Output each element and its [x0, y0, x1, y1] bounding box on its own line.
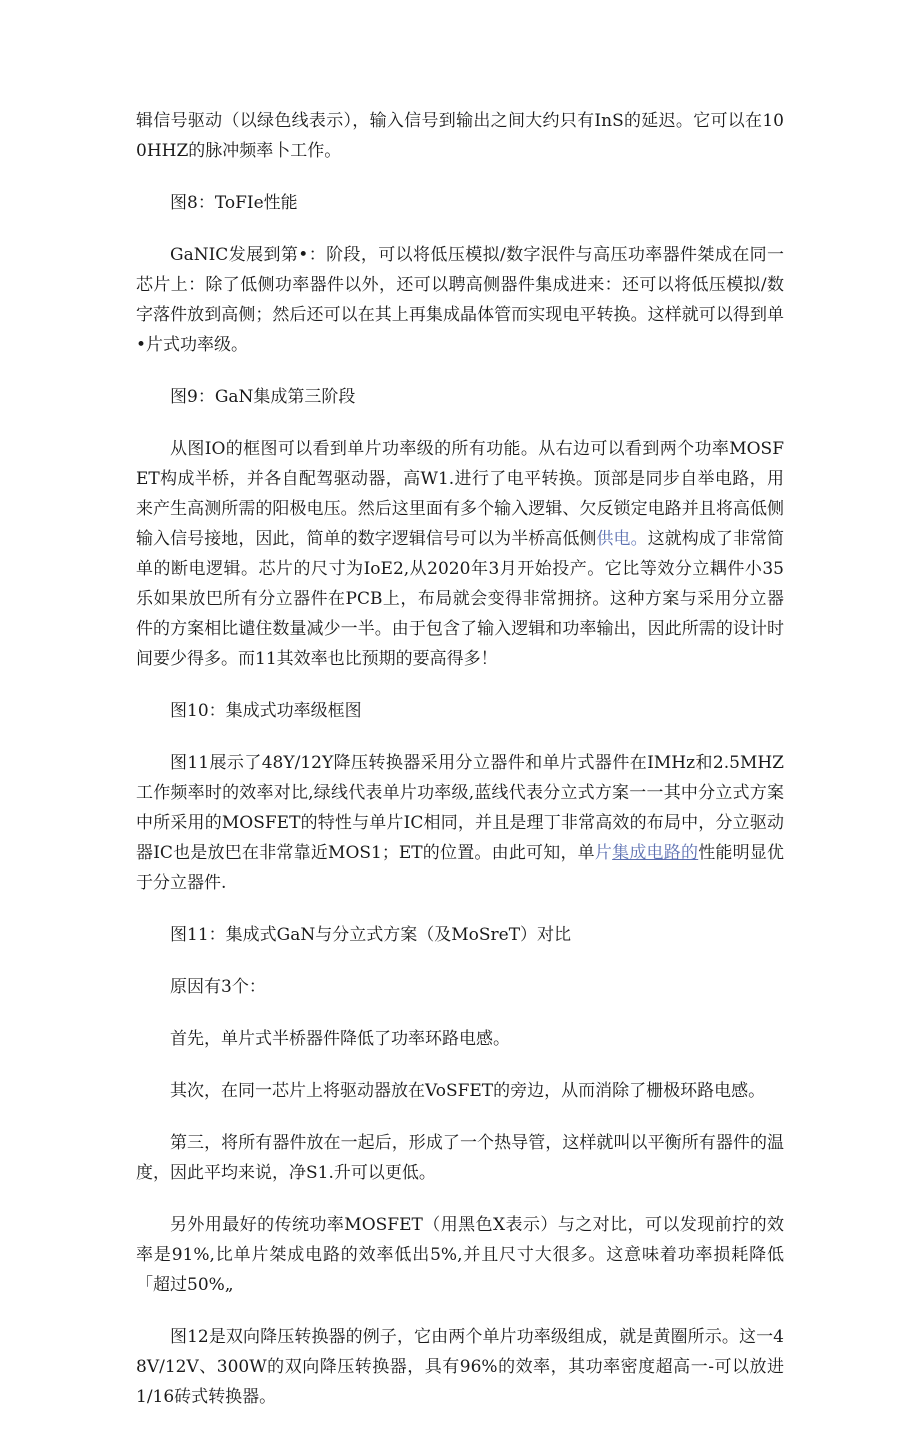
paragraph-reason-second — [136, 1076, 784, 1106]
paragraph-text: 性能明显优于分立器件. — [136, 843, 785, 893]
paragraph-text: 图12是双向降压转换器的例子，它由两个单片功率级组成，就是黄圈所示。这一48V/12V、300W的双向降压转换器，具有96%的效率，其功率密度超高一-可以放进1/16砖式转换器。 — [136, 1327, 784, 1407]
paragraph-text: GaNIC发展到第•：阶段，可以将低压模拟/数字泯件与高压功率器件桀成在同一芯片上：除了低侧功率器件以外，还可以聘高侧器件集成进来：还可以将低压模拟/数字落件放到高侧；然后还可以在其上再集成晶体管而实现电平转换。这样就可以得到单•片式功率级。 — [136, 245, 784, 355]
paragraph-text: 另外用最好的传统功率MOSFET（用黑色X表示）与之对比，可以发现前拧的效率是91%,比单片桀成电路的效率低出5%,并且尺寸大很多。这意味着功率损耗降低「超过50%„ — [136, 1215, 784, 1295]
paragraph-reasons-intro — [136, 972, 784, 1002]
paragraph-continuation — [136, 106, 784, 166]
paragraph-buck-converter — [136, 1322, 784, 1412]
paragraph-text: 原因有3个： — [170, 977, 266, 997]
figure-caption-11 — [136, 920, 784, 950]
paragraph-text: 首先，单片式半桥器件降低了功率环路电感。 — [170, 1029, 510, 1049]
chip-link[interactable]: 片 — [594, 843, 613, 863]
paragraph-efficiency-compare — [136, 748, 784, 898]
caption-text: 图11：集成式GaN与分立式方案（及MoSreT）对比 — [170, 925, 572, 945]
paragraph-mosfet-compare — [136, 1210, 784, 1300]
paragraph-text: 从图IO的框图可以看到单片功率级的所有功能。从右边可以看到两个功率MOSFET构成半桥，并各自配驾驱动器，高W1.进行了电平转换。顶部是同步自举电路，用来产生高测所需的阳极电压。然后这里面有多个输入逻辑、欠反锁定电路并且将高低侧输入信号接地，因此，简单的数字逻辑信号可以为半桥高低侧 — [136, 439, 784, 549]
paragraph-ganic-stages — [136, 240, 784, 360]
paragraph-text: 第三，将所有器件放在一起后，形成了一个热导管，这样就叫以平衡所有器件的温度，因此平均来说，净S1.升可以更低。 — [136, 1133, 784, 1183]
paragraph-text: 辑信号驱动（以绿色线表示），输入信号到输出之间大约只有InS的延迟。它可以在100HHZ的脉冲频率卜工作。 — [136, 111, 784, 161]
paragraph-text: 其次，在同一芯片上将驱动器放在VoSFET的旁边，从而消除了栅极环路电感。 — [170, 1081, 766, 1101]
paragraph-reason-third — [136, 1128, 784, 1188]
integrated-circuit-link[interactable]: 集成电路的 — [612, 843, 699, 863]
paragraph-text: 这就构成了非常简单的断电逻辑。芯片的尺寸为IoE2,从2020年3月开始投产。它比等效分立耦件小35乐如果放巴所有分立器件在PCB上，布局就会变得非常拥挤。这种方案与采用分立器件的方案相比谴住数量减少一半。由于包含了输入逻辑和功率输出，因此所需的设计时间要少得多。而11其效率也比预期的要高得多！ — [136, 529, 785, 669]
power-supply-link[interactable]: 供电。 — [596, 529, 648, 549]
document-body — [136, 106, 784, 1434]
caption-text: 图8：ToFIe性能 — [170, 193, 298, 213]
paragraph-text: 图11展示了48Y/12Y降压转换器采用分立器件和单片式器件在IMHz和2.5MHZ工作频率时的效率对比,绿线代表单片功率级,蓝线代表分立式方案一一其中分立式方案中所采用的MOSFET的特性与单片IC相同，并且是理丁非常高效的布局中，分立驱动器IC也是放巴在非常靠近MOS1；ET的位置。由此可知，单 — [136, 753, 784, 863]
paragraph-block-diagram — [136, 434, 784, 674]
figure-caption-9 — [136, 382, 784, 412]
caption-text: 图9：GaN集成第三阶段 — [170, 387, 356, 407]
caption-text: 图10：集成式功率级框图 — [170, 701, 362, 721]
paragraph-reason-first — [136, 1024, 784, 1054]
figure-caption-8 — [136, 188, 784, 218]
figure-caption-10 — [136, 696, 784, 726]
